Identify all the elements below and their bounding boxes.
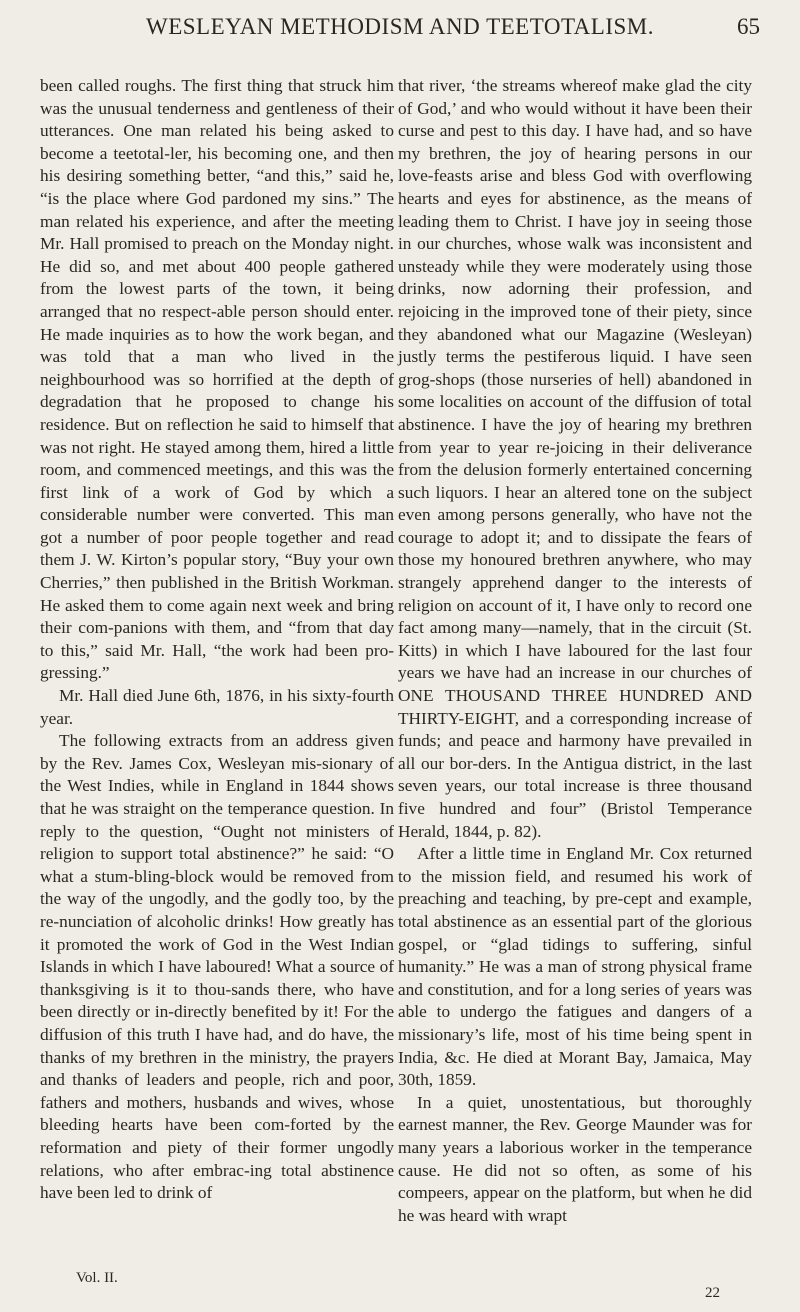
running-head: WESLEYAN METHODISM AND TEETOTALISM. <box>145 14 654 39</box>
paragraph: been called roughs. The first thing that struck him was the unusual tenderness and gentleness of their utterances. One man related his being asked to become a teetotal-ler, his becoming one, and then his desiring something better, “and this,” said he, “is the place where God pardoned my sins.” The man related his experience, and after the meeting Mr. Hall promised to preach on the Monday night. He did so, and met about 400 people gathered from the lowest parts of the town, it being arranged that no respect-able person should enter. He made inquiries as to how the work began, and was told that a man who lived in the neighbourhood was so horrified at the depth of degradation that he proposed to change his residence. But on reflection he said to himself that was not right. He stayed among them, hired a little room, and commenced meetings, and this was the first link of a work of God by which a considerable number were converted. This man got a number of poor people together and read them J. W. Kirton’s popular story, “Buy your own Cherries,” then published in the British Workman. He asked them to come again next week and bring their com-panions with them, and “from that day to this,” said Mr. Hall, “the work had been pro-gressing.” <box>40 76 394 683</box>
paragraph: In a quiet, unostentatious, but thoroughly earnest manner, the Rev. George Maunder was for many years a laborious worker in the temperance cause. He did not so often, as some of his compeers, appear on the platform, but when he did he was heard with wrapt <box>398 1092 752 1225</box>
right-column <box>398 75 752 1227</box>
left-column <box>40 75 394 1205</box>
page-number: 65 <box>737 14 760 39</box>
signature-mark: 22 <box>705 1285 720 1301</box>
volume-mark: Vol. II. <box>76 1270 118 1286</box>
page-header <box>40 14 760 48</box>
paragraph: The following extracts from an address given by the Rev. James Cox, Wesleyan mis-sionary of the West Indies, while in England in 1844 shows that he was straight on the temperance question. In reply to the question, “Ought not ministers of religion to support total abstinence?” he said: “O what a stum-bling-block would be removed from the way of the ungodly, and the godly too, by the re-nunciation of alcoholic drinks! How greatly has it promoted the work of God in the West Indian Islands in which I have laboured! What a source of thanksgiving is it to thou-sands there, who have been directly or in-directly benefited by it! For the diffusion of this truth I have had, and do have, the thanks of my brethren in the ministry, the prayers and thanks of leaders and people, rich and poor, fathers and mothers, husbands and wives, whose bleeding hearts have been com-forted by the reformation and piety of their former ungodly relations, who after embrac-ing total abstinence have been led to drink of <box>40 731 394 1203</box>
paragraph: Mr. Hall died June 6th, 1876, in his sixty-fourth year. <box>40 686 394 728</box>
paragraph: After a little time in England Mr. Cox returned to the mission field, and resumed his work of preaching and teaching, by pre-cept and example, total abstinence as an essential part of the glorious gospel, or “glad tidings to suffering, sinful humanity.” He was a man of strong physical frame and constitution, and for a long series of years was able to undergo the fatigues and dangers of a missionary’s life, most of his time being spent in India, &c. He died at Morant Bay, Jamaica, May 30th, 1859. <box>398 844 752 1090</box>
paragraph: that river, ‘the streams whereof make glad the city of God,’ and who would without it have been their curse and pest to this day. I have had, and so have my brethren, the joy of hearing persons in our love-feasts arise and bless God with overflowing hearts and eyes for abstinence, as the means of leading them to Christ. I have joy in seeing those in our churches, whose walk was inconsistent and unsteady while they were moderately using those drinks, now adorning their profession, and rejoicing in the improved tone of their piety, since they abandoned what our Magazine (Wesleyan) justly terms the pestiferous liquid. I have seen grog-shops (those nurseries of hell) abandoned in some localities on account of the diffusion of total abstinence. I have the joy of hearing my brethren from year to year re-joicing in their deliverance from the delusion formerly entertained concerning such liquors. I hear an altered tone on the subject even among persons generally, who have not the courage to adopt it; and to dissipate the fears of those my honoured brethren anywhere, who may strangely apprehend danger to the interests of religion on account of it, I have only to record one fact among many—namely, that in the circuit (St. Kitts) in which I have laboured for the last four years we have had an increase in our churches of ONE THOUSAND THREE HUNDRED AND THIRTY-EIGHT, and a corresponding increase of funds; and peace and harmony have prevailed in all our bor-ders. In the Antigua district, in the last seven years, our total increase is three thousand five hundred and four” (Bristol Temperance Herald, 1844, p. 82). <box>398 76 752 841</box>
